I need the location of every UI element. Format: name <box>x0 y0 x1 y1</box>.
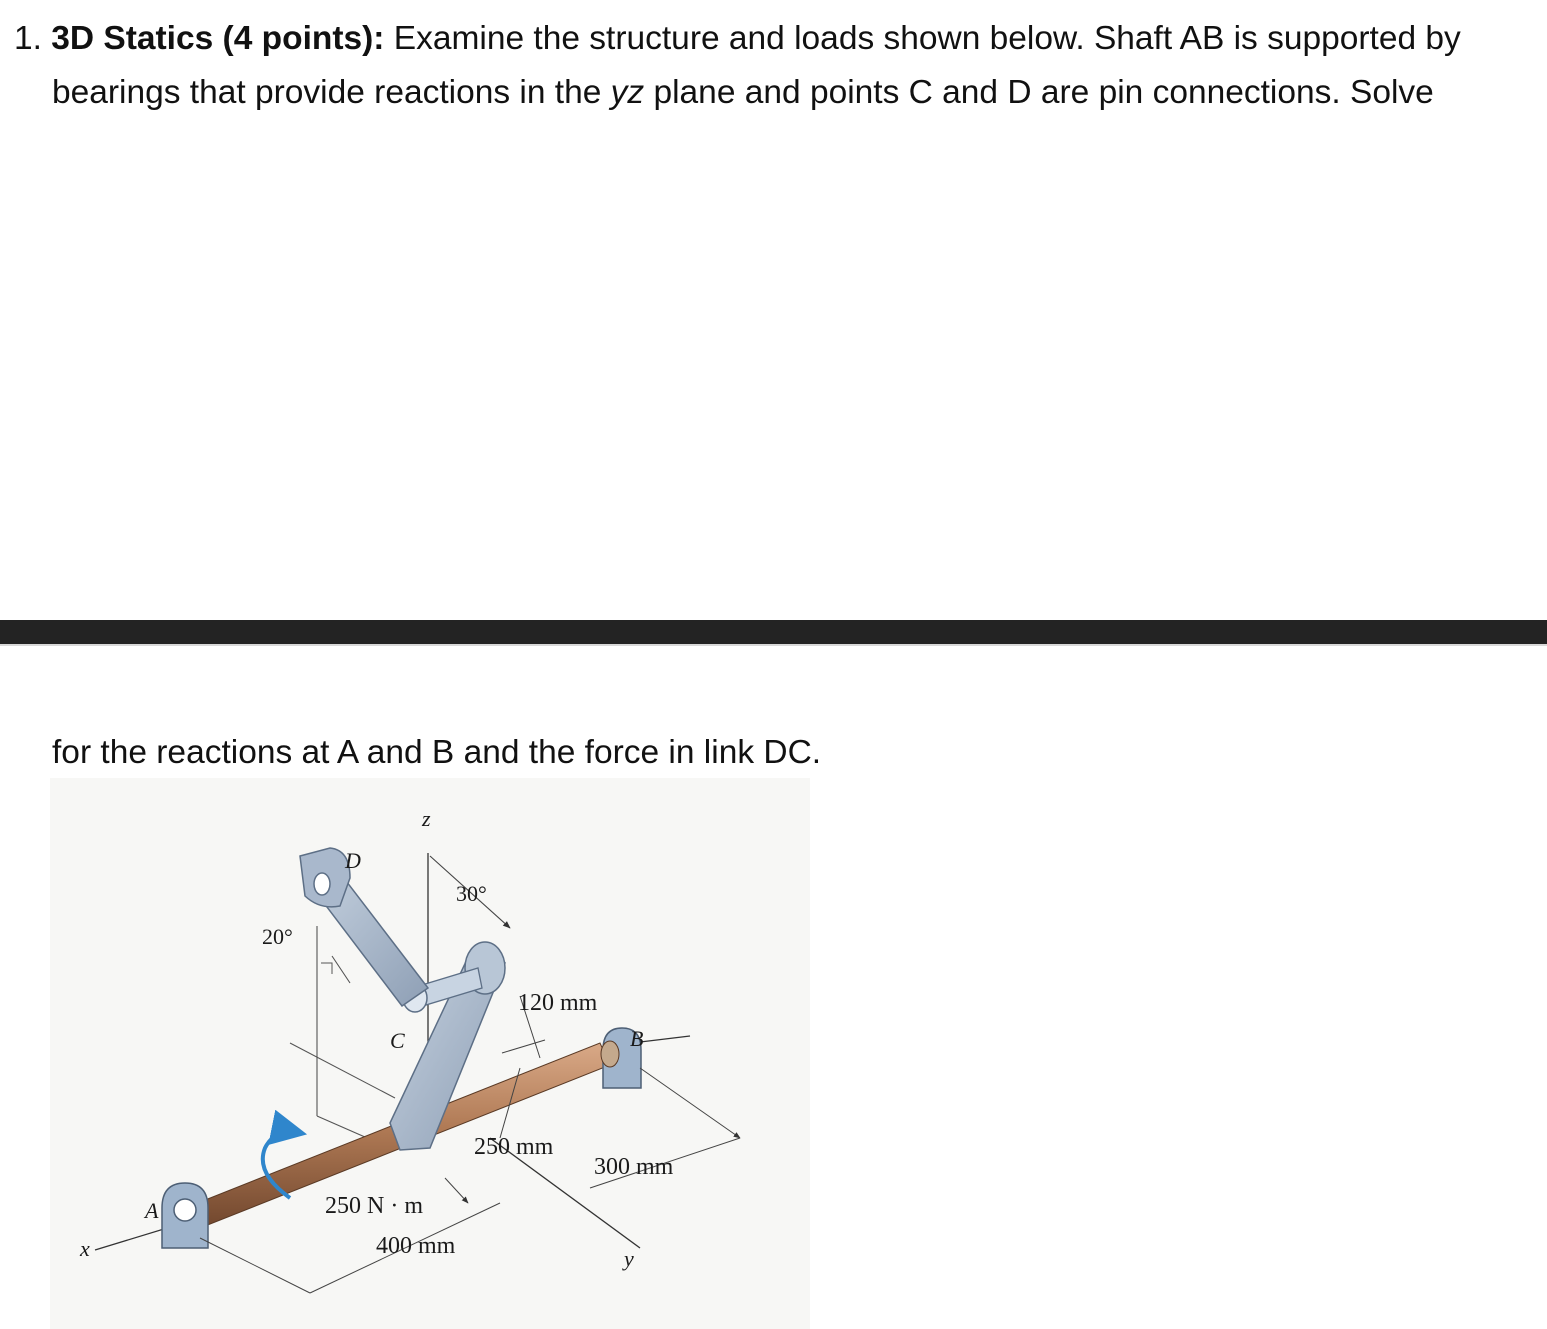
page-break-edge <box>0 644 1547 646</box>
problem-statement <box>14 12 1534 120</box>
x-axis-label: x <box>80 1236 90 1261</box>
point-b-label: B <box>630 1026 644 1051</box>
problem-title: 3D Statics (4 points): <box>51 20 385 57</box>
z-axis-label: z <box>422 806 431 831</box>
point-d-label: D <box>345 848 361 873</box>
statics-figure <box>50 778 810 1329</box>
problem-text-line2b: plane and points C and D are pin connections. Solve <box>644 74 1434 111</box>
dim-120-label: 120 mm <box>518 990 598 1016</box>
angle-20-label: 20° <box>262 924 293 949</box>
problem-line2 <box>14 66 1534 120</box>
moment-label: 250 N · m <box>325 1193 423 1219</box>
dim-300-label: 300 mm <box>594 1154 674 1180</box>
y-axis-label: y <box>624 1246 634 1271</box>
angle-30-label: 30° <box>456 881 487 906</box>
problem-text-line2a: bearings that provide reactions in the <box>52 74 611 111</box>
point-a-label: A <box>145 1198 159 1223</box>
problem-continuation: for the reactions at A and B and the force in link DC. <box>52 734 822 771</box>
statics-diagram <box>50 778 810 1329</box>
problem-text-line1: Examine the structure and loads shown below. Shaft AB is supported by <box>384 20 1461 57</box>
problem-plane-label: yz <box>610 74 645 111</box>
dim-250-label: 250 mm <box>474 1134 554 1160</box>
point-c-label: C <box>390 1028 405 1053</box>
dim-400-label: 400 mm <box>376 1233 456 1259</box>
page-break-bar <box>0 620 1547 644</box>
problem-number: 1. <box>14 20 42 57</box>
